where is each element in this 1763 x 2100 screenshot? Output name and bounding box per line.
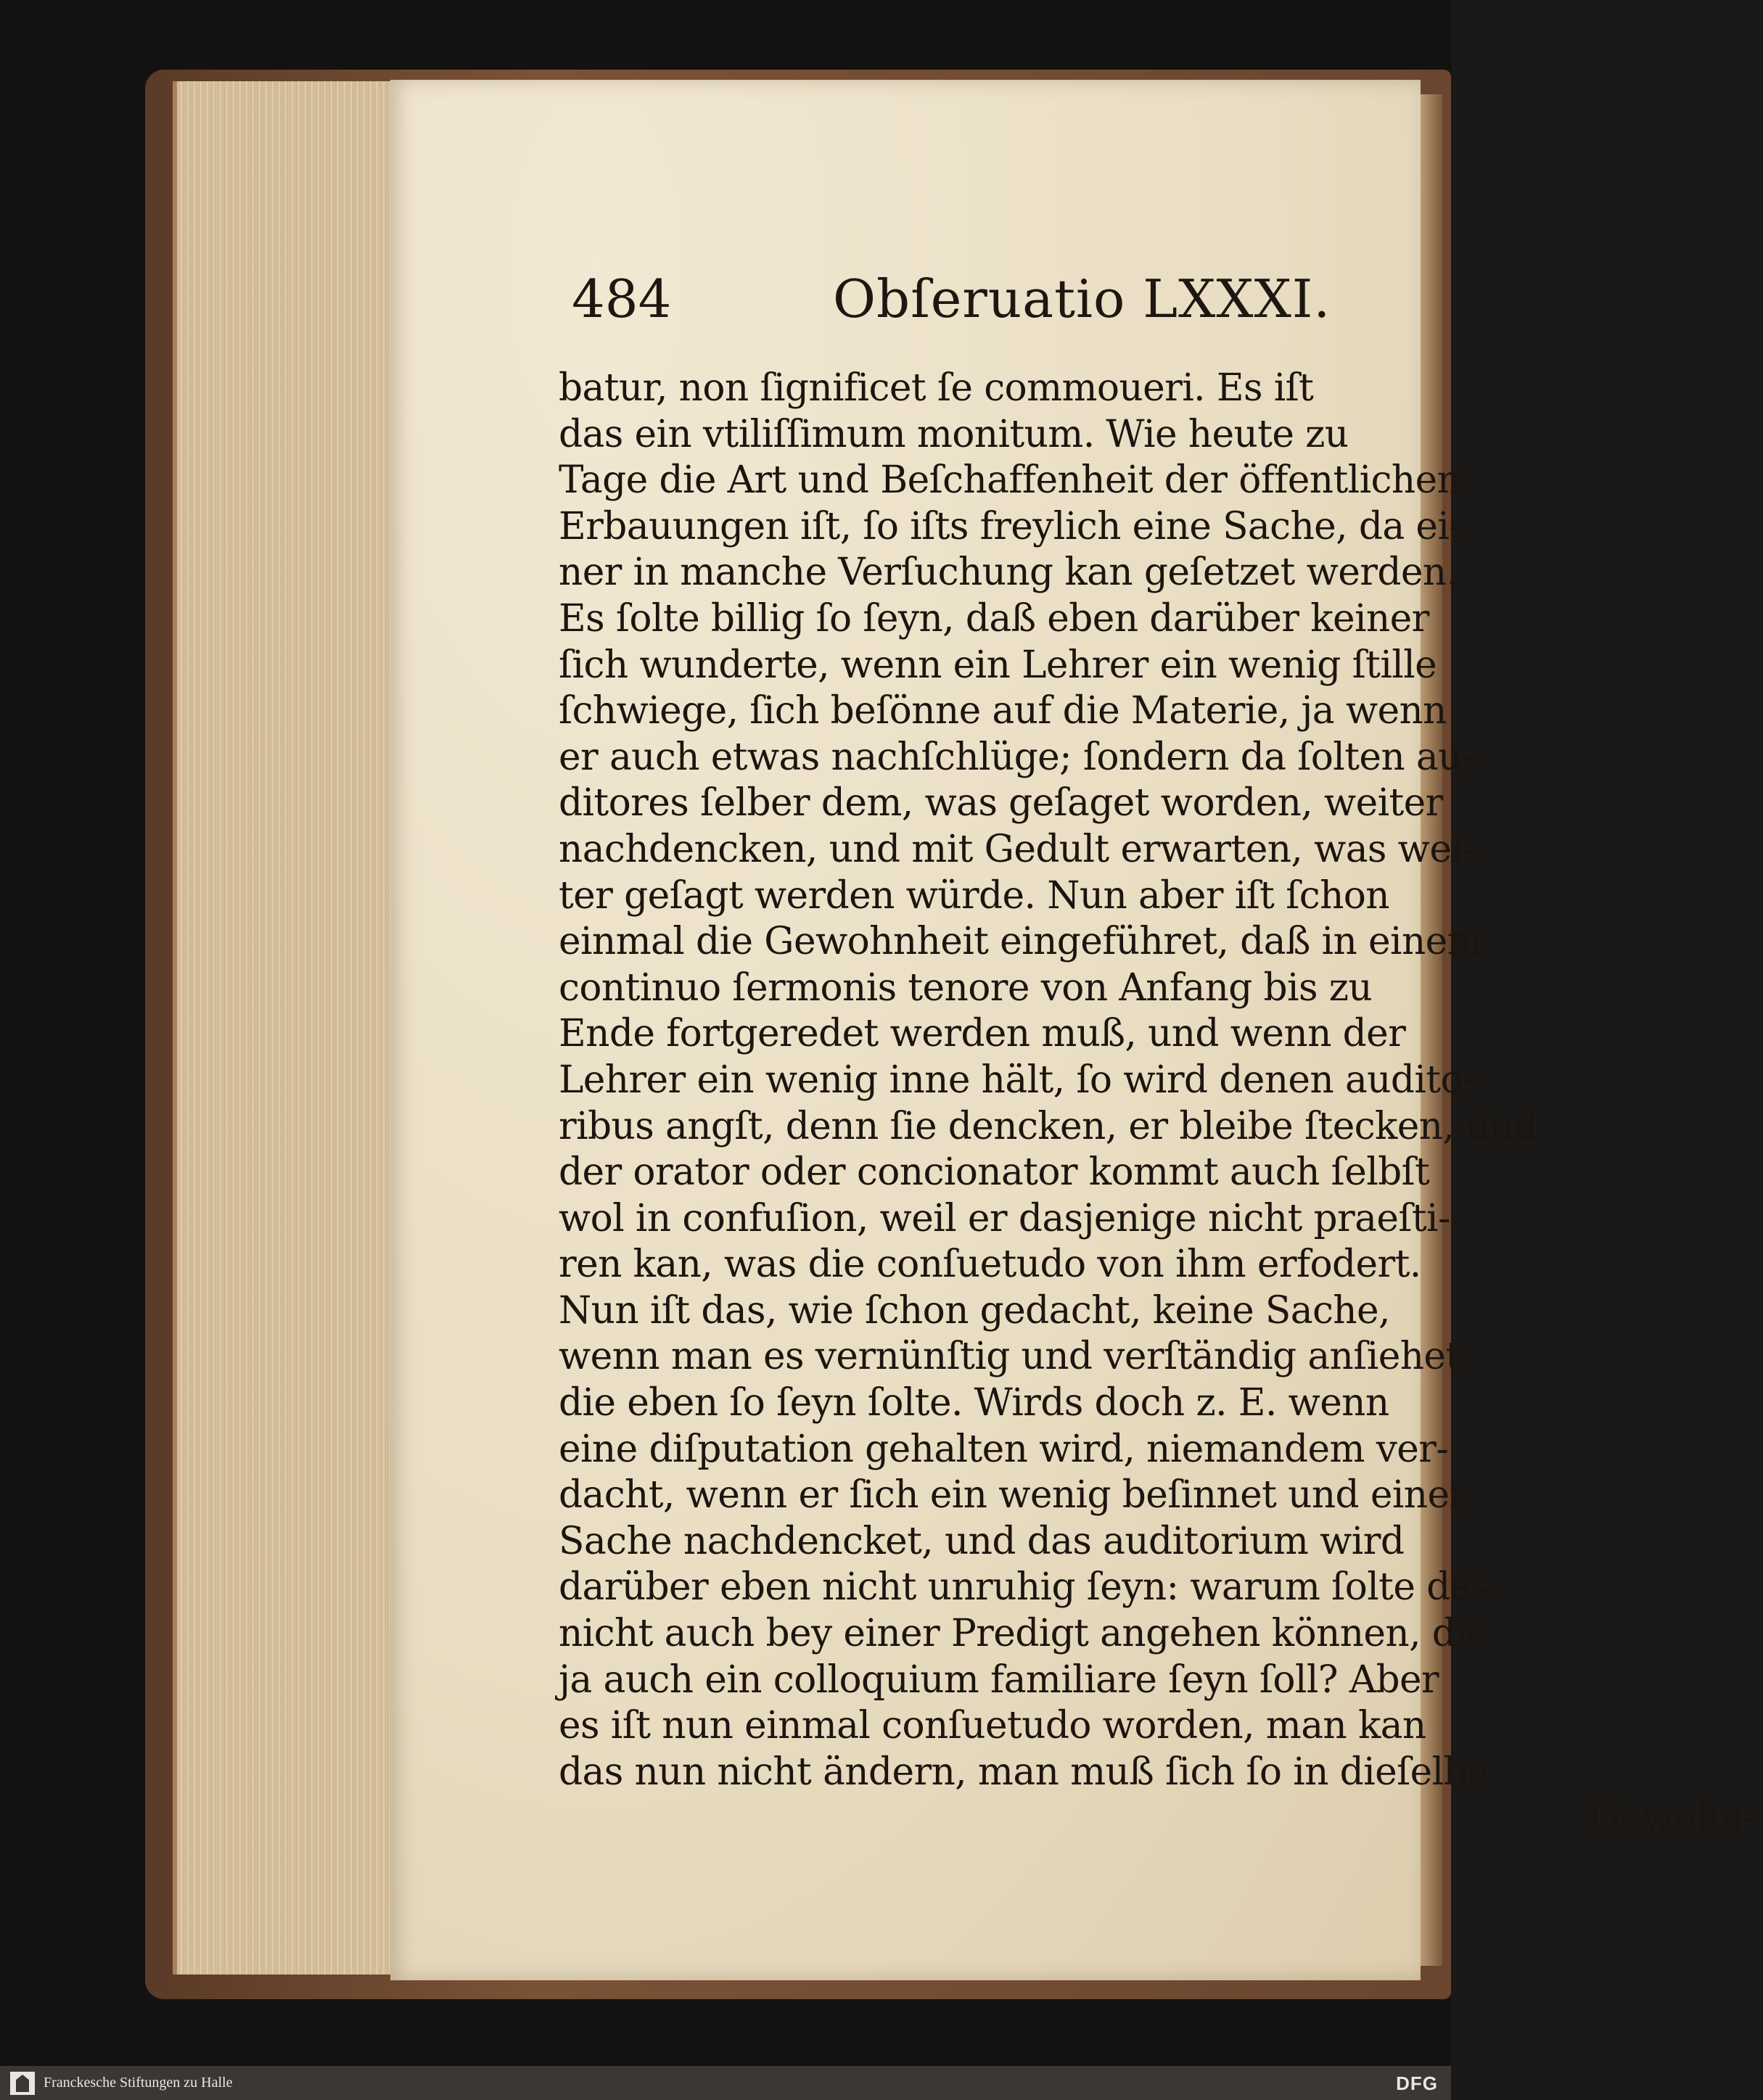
text-line: ribus angſt, denn ſie dencken, er bleibe ſtecken, und bbox=[559, 1104, 1537, 1148]
text-line: ja auch ein colloquium familiare ſeyn ſoll? Aber bbox=[559, 1658, 1439, 1702]
text-line: es iſt nun einmal conſuetudo worden, man kan bbox=[559, 1704, 1426, 1748]
catchword: Gewohn- bbox=[1590, 1796, 1756, 1840]
text-line: die eben ſo ſeyn ſolte. Wirds doch z. E. wenn bbox=[559, 1381, 1389, 1425]
text-line: einmal die Gewohnheit eingeführet, daß in einem bbox=[559, 920, 1483, 964]
body-text bbox=[559, 366, 1763, 1842]
text-line: das ein vtiliſſimum monitum. Wie heute zu bbox=[559, 412, 1349, 456]
text-line: er auch etwas nachſchlüge; ſondern da ſolten au- bbox=[559, 735, 1474, 779]
institution-logo-icon bbox=[10, 2072, 35, 2095]
text-line: Es ſolte billig ſo ſeyn, daß eben darüber keiner bbox=[559, 596, 1429, 641]
text-line: ner in manche Verſuchung kan geſetzet werden. bbox=[559, 551, 1458, 595]
text-line: ſich wunderte, wenn ein Lehrer ein wenig ſtille bbox=[559, 643, 1437, 687]
text-line: dacht, wenn er ſich ein wenig beſinnet und einer bbox=[559, 1473, 1467, 1518]
running-head bbox=[492, 203, 1370, 329]
page-edges bbox=[173, 81, 395, 1975]
text-line: eine diſputation gehalten wird, niemandem ver- bbox=[559, 1427, 1449, 1471]
text-line: Tage die Art und Beſchaffenheit der öffentlichen bbox=[559, 458, 1461, 503]
text-line: ditores ſelber dem, was geſaget worden, weiter bbox=[559, 781, 1443, 825]
text-line: wenn man es vernünſtig und verſtändig anſiehet, bbox=[559, 1335, 1472, 1379]
building-icon bbox=[16, 2075, 29, 2092]
text-line: ter geſagt werden würde. Nun aber iſt ſchon bbox=[559, 873, 1389, 918]
text-line: continuo ſermonis tenore von Anfang bis zu bbox=[559, 965, 1373, 1010]
text-line: ren kan, was die conſuetudo von ihm erfodert. bbox=[559, 1243, 1421, 1287]
text-line: wol in confuſion, weil er dasjenige nicht praeſti- bbox=[559, 1196, 1450, 1240]
text-line: ſchwiege, ſich beſönne auf die Materie, ja wenn bbox=[559, 689, 1447, 733]
text-line: Sache nachdencket, und das auditorium wird bbox=[559, 1519, 1405, 1563]
text-line: batur, non ſignificet ſe commoueri. Es iſt bbox=[559, 366, 1314, 410]
text-line: Nun iſt das, wie ſchon gedacht, keine Sache, bbox=[559, 1288, 1390, 1333]
institution-name: Franckesche Stiftungen zu Halle bbox=[44, 2075, 233, 2091]
footer-bar bbox=[0, 2066, 1451, 2100]
text-line: Ende fortgeredet werden muß, und wenn der bbox=[559, 1012, 1406, 1056]
text-line: Erbauungen iſt, ſo iſts freylich eine Sache, da ei- bbox=[559, 504, 1462, 548]
text-line: nicht auch bey einer Predigt angehen können, die bbox=[559, 1612, 1489, 1656]
text-line: Lehrer ein wenig inne hält, ſo wird denen audito- bbox=[559, 1058, 1475, 1102]
text-line: der orator oder concionator kommt auch ſelbſt bbox=[559, 1150, 1430, 1195]
text-line: das nun nicht ändern, man muß ſich ſo in dieſelbe bbox=[559, 1750, 1489, 1794]
dfg-logo: DFG bbox=[1396, 2072, 1438, 2094]
page-heading: Obſeruatio LXXXI. bbox=[833, 268, 1331, 329]
page-number: 484 bbox=[572, 268, 672, 329]
text-line: darüber eben nicht unruhig ſeyn: warum ſolte das bbox=[559, 1565, 1491, 1610]
book-page bbox=[390, 80, 1756, 1980]
text-line: nachdencken, und mit Gedult erwarten, was wei- bbox=[559, 827, 1476, 871]
